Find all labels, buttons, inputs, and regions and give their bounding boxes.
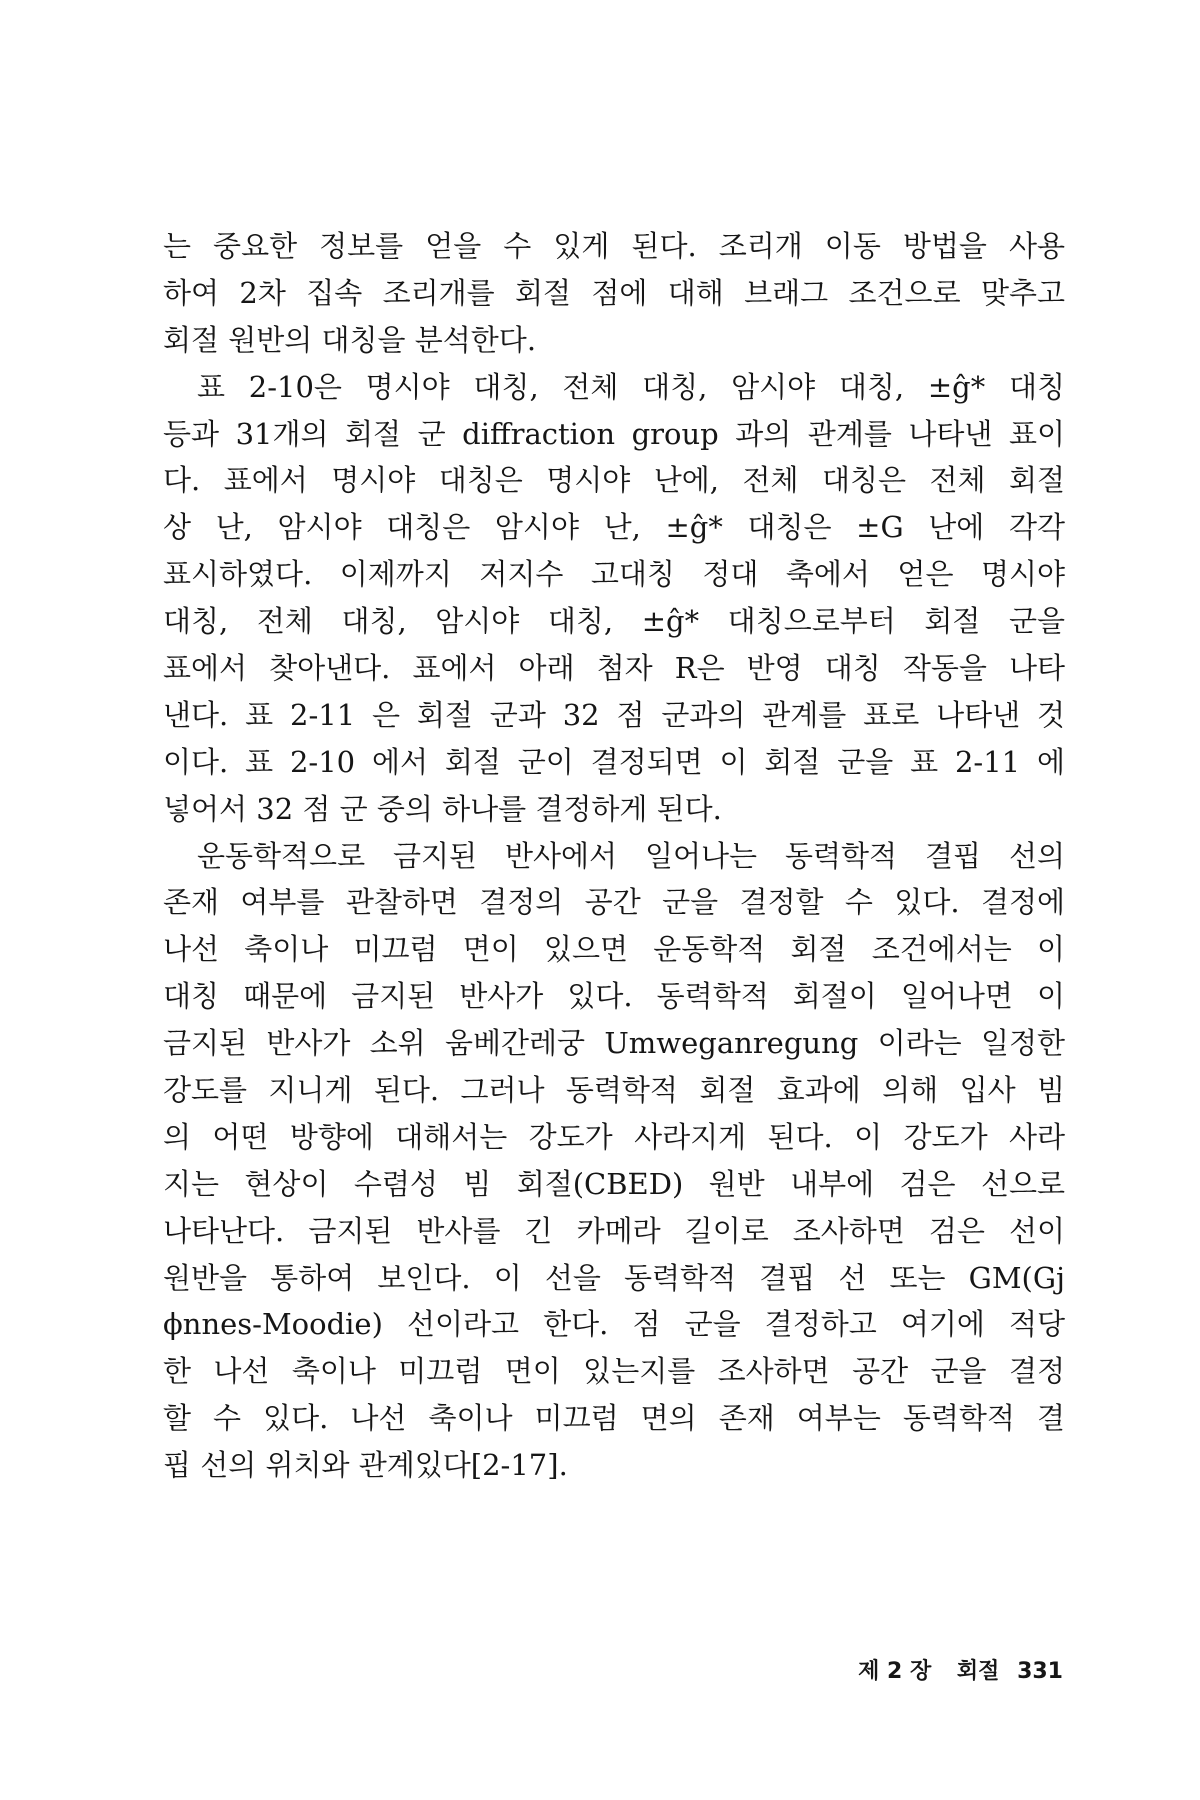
text-line: 나타난다. 금지된 반사를 긴 카메라 길이로 조사하면 검은 선이 bbox=[163, 1213, 1065, 1248]
text-line: 회절 원반의 대칭을 분석한다. bbox=[163, 322, 537, 357]
text-line: 존재 여부를 관찰하면 결정의 공간 군을 결정할 수 있다. 결정에 bbox=[163, 885, 1065, 920]
footer-chapter: 제 2 장 bbox=[858, 1659, 932, 1684]
text-line: 할 수 있다. 나선 축이나 미끄럼 면의 존재 여부는 동력학적 결 bbox=[163, 1401, 1065, 1436]
text-line: 대칭 때문에 금지된 반사가 있다. 동력학적 회절이 일어나면 이 bbox=[163, 979, 1065, 1014]
text-line: 한 나선 축이나 미끄럼 면이 있는지를 조사하면 공간 군을 결정 bbox=[163, 1354, 1065, 1389]
text-line: 넣어서 32 점 군 중의 하나를 결정하게 된다. bbox=[163, 791, 722, 826]
text-line: 지는 현상이 수렴성 빔 회절(CBED) 원반 내부에 검은 선으로 bbox=[163, 1166, 1065, 1201]
text-line: 하여 2차 집속 조리개를 회절 점에 대해 브래그 조건으로 맞추고 bbox=[163, 275, 1065, 310]
page-number: 331 bbox=[1017, 1659, 1063, 1684]
text-line: 강도를 지니게 된다. 그러나 동력학적 회절 효과에 의해 입사 빔 bbox=[163, 1073, 1065, 1108]
text-line: 핍 선의 위치와 관계있다[2-17]. bbox=[163, 1448, 568, 1483]
text-line: 낸다. 표 2-11 은 회절 군과 32 점 군과의 관계를 표로 나타낸 것 bbox=[163, 697, 1065, 732]
text-line: 의 어떤 방향에 대해서는 강도가 사라지게 된다. 이 강도가 사라 bbox=[163, 1119, 1065, 1154]
footer-section: 회절 bbox=[956, 1659, 1000, 1684]
text-line: 대칭, 전체 대칭, 암시야 대칭, ±ĝ* 대칭으로부터 회절 군을 bbox=[163, 604, 1065, 639]
text-line: 표에서 찾아낸다. 표에서 아래 첨자 R은 반영 대칭 작동을 나타 bbox=[163, 651, 1065, 686]
text-line: 운동학적으로 금지된 반사에서 일어나는 동력학적 결핍 선의 bbox=[197, 838, 1065, 873]
text-line: 등과 31개의 회절 군 diffraction group 과의 관계를 나타낸 표이 bbox=[163, 416, 1065, 451]
text-line: 원반을 통하여 보인다. 이 선을 동력학적 결핍 선 또는 GM(Gj bbox=[163, 1260, 1065, 1295]
text-line: 표 2-10은 명시야 대칭, 전체 대칭, 암시야 대칭, ±ĝ* 대칭 bbox=[197, 369, 1065, 404]
text-line: ϕnnes-Moodie) 선이라고 한다. 점 군을 결정하고 여기에 적당 bbox=[163, 1307, 1065, 1342]
body-text bbox=[163, 223, 1065, 1489]
running-footer bbox=[858, 1654, 1063, 1685]
text-line: 표시하였다. 이제까지 저지수 고대칭 정대 축에서 얻은 명시야 bbox=[163, 557, 1065, 592]
text-line: 다. 표에서 명시야 대칭은 명시야 난에, 전체 대칭은 전체 회절 bbox=[163, 463, 1065, 498]
text-line: 상 난, 암시야 대칭은 암시야 난, ±ĝ* 대칭은 ±G 난에 각각 bbox=[163, 510, 1065, 545]
text-line: 이다. 표 2-10 에서 회절 군이 결정되면 이 회절 군을 표 2-11 에 bbox=[163, 744, 1065, 779]
text-line: 는 중요한 정보를 얻을 수 있게 된다. 조리개 이동 방법을 사용 bbox=[163, 229, 1065, 263]
text-line: 나선 축이나 미끄럼 면이 있으면 운동학적 회절 조건에서는 이 bbox=[163, 932, 1065, 967]
text-line: 금지된 반사가 소위 움베간레궁 Umweganregung 이라는 일정한 bbox=[163, 1026, 1065, 1061]
